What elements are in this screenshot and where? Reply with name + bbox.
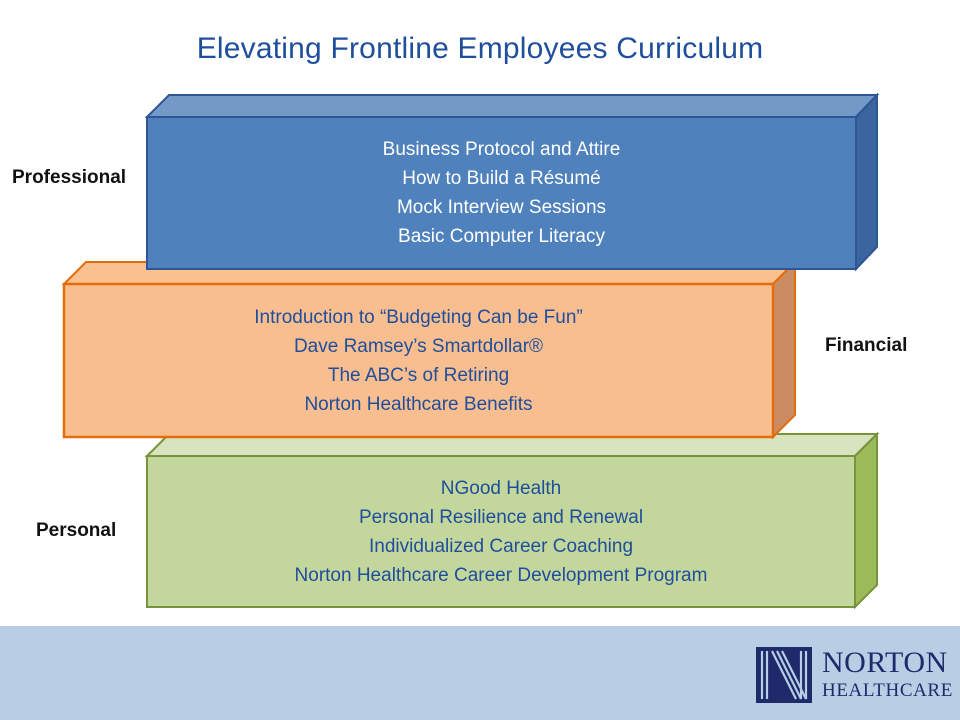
financial-item: The ABC’s of Retiring <box>327 364 510 386</box>
professional-label: Professional <box>12 167 127 188</box>
financial-items <box>64 284 773 437</box>
financial-item: Dave Ramsey’s Smartdollar® <box>293 335 544 357</box>
professional-block-top <box>147 95 877 117</box>
professional-item: Mock Interview Sessions <box>396 197 607 218</box>
personal-item: Individualized Career Coaching <box>368 535 634 557</box>
personal-item: NGood Health <box>440 477 562 499</box>
norton-n-mark-icon <box>756 647 812 703</box>
personal-items <box>147 456 855 607</box>
financial-label: Financial <box>825 335 908 356</box>
page-title: Elevating Frontline Employees Curriculum <box>196 32 764 65</box>
professional-item: Basic Computer Literacy <box>398 226 605 247</box>
norton-healthcare-logo <box>756 646 953 704</box>
financial-item: Norton Healthcare Benefits <box>304 393 533 415</box>
logo-word-norton: NORTON <box>822 646 948 679</box>
professional-item: Business Protocol and Attire <box>382 139 621 160</box>
professional-block-side <box>856 95 877 269</box>
professional-item: How to Build a Résumé <box>402 168 601 189</box>
personal-label: Personal <box>36 520 117 541</box>
personal-item: Personal Resilience and Renewal <box>358 506 644 528</box>
logo-word-healthcare: HEALTHCARE <box>822 680 953 701</box>
financial-item: Introduction to “Budgeting Can be Fun” <box>254 306 583 328</box>
personal-item: Norton Healthcare Career Development Program <box>294 564 708 586</box>
professional-items <box>147 117 856 269</box>
